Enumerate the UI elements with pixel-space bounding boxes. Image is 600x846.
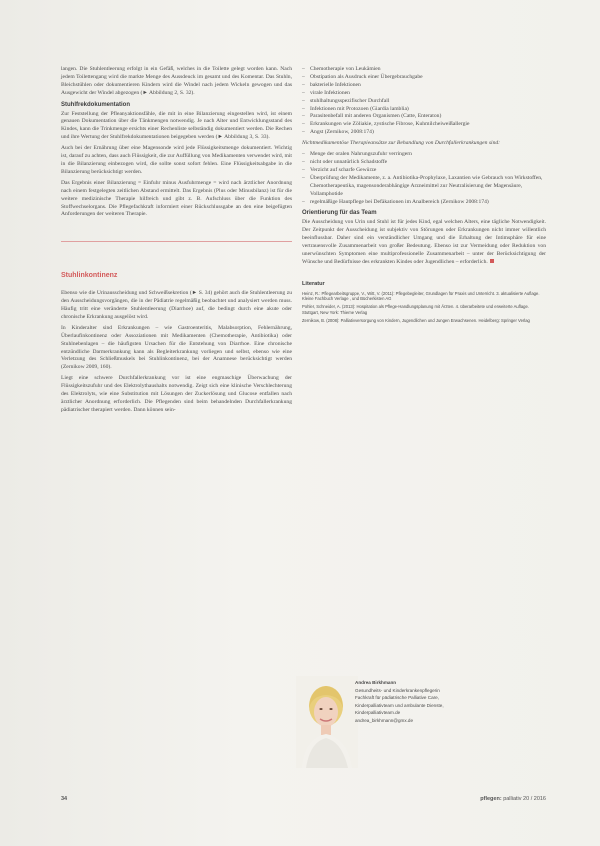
list-item: – virale Infektionen xyxy=(302,90,546,98)
list-item: – Überprüfung der Medikamente, z. a. Antibiotika-Prophylaxe, Laxantien wie Gebrauch von Wirkstoffen, Chemotherapeutika, magensonderabhängige Arzneimittel zur Neutralisierung der Magensäure, Vollamphotide xyxy=(302,175,546,199)
page-number: 34 xyxy=(61,796,68,802)
author-line: Kinderpalliativteam und ambulante Dienste, xyxy=(355,702,444,708)
list-item: – regelmäßige Hautpflege bei Defäkationen im Analbereich (Zernikow 2008:174) xyxy=(302,199,546,207)
journal-name xyxy=(480,796,546,802)
right-column xyxy=(302,66,546,326)
list-item: – Erkrankungen wie Zöliakie, zystische Fibrose, Kuhmilcheiweißallergie xyxy=(302,121,546,129)
section-heading-dokumentation: Stuhlfrekdokumentation xyxy=(61,101,131,108)
author-photo xyxy=(296,676,358,768)
list-item: – stuhlhaltungsspezifischer Durchfall xyxy=(302,98,546,106)
left-column xyxy=(61,66,292,418)
list-item: – Angst (Zernikow, 2008:174) xyxy=(302,129,546,137)
literature-entry: Zernikow, B. (2008): Palliativversorgung von Kindern, Jugendlichen und Jungen Erwachsenen. Heidelberg: Springer Verlag xyxy=(302,317,530,323)
author-box xyxy=(296,676,556,776)
journal-name-bold: pflegen: xyxy=(480,796,502,802)
causes-list xyxy=(302,66,546,137)
paragraph: Das Ergebnis einer Bilanzierung = Einfuhr minus Ausfuhrmenge = wird nach ärztlicher Anordnung nach einem festgelegten zeitlichen Abstand ermittelt. Das Ergebnis (Plus oder Minusbilanz) ist für die weitere medizinische Therapie hilfreich und gibt z. B. Aufschluss über die Funktion des Stoffwechselorgans. Die Pflegefachkraft informiert einer Rückschlussgabe an den eine beigefügten Anforderungen der weiteren Therapie. xyxy=(61,179,292,218)
author-name: Andrea Birkhmann xyxy=(355,680,397,685)
list-item: – Obstipation als Ausdruck einer Übergebrauchgabe xyxy=(302,74,546,82)
author-line: Gesundheits- und Kinderkrankenpflegerin xyxy=(355,687,440,693)
orientation-paragraph xyxy=(302,219,546,266)
author-line: Fachkraft für pädiatrische Palliative Care, xyxy=(355,695,439,700)
author-details xyxy=(355,679,535,724)
list-item: – Chemotherapie von Leukämien xyxy=(302,66,546,74)
paragraph: Ebenso wie die Urinausscheidung und Schweißsekretion (► S. 34) gehört auch die Stuhlentleerung zu den Ausscheidungsvorgängen, die in der Pädiatrie regelmäßig beobachtet und analysiert werden muss. Häufig tritt eine veränderte Stuhlentleerung (Diarrhoe) auf, die bedingt durch eine akute oder chronische Erkrankung ausgelöst wird. xyxy=(61,290,292,320)
section-heading-orientierung: Orientierung für das Team xyxy=(302,210,377,217)
orientation-text: Die Ausscheidung von Urin und Stuhl ist für jedes Kind, egal welchen Alters, eine tägliche Notwendigkeit. Der Zeitpunkt der Ausscheidung ist subjektiv von Störungen oder Erkrankungen nicht immer willentlich beeinflussbar. Daher sind ein verständlicher Umgang und die Erhaltung der Intimsphäre für eine vertrauensvolle Zusammenarbeit von großer Bedeutung. Ebenso ist zur Vermeidung oder Reduktion von unerwünschten Symptomen eine multiprofessionelle Zusammenarbeit – unter der Berücksichtigung der Wünsche und Bedürfnisse des erkrankten Kindes oder Jugendlichen – erforderlich. xyxy=(302,219,546,265)
literature-heading: Literatur xyxy=(302,280,325,287)
paragraph: In Kinderalter sind Erkrankungen – wie Gastroenteritis, Malabsorption, Fehlernährung, Überlaufinkontinenz oder Assoziationen mit Medikamenten (Chemotherapie, Antibiotika) oder Stuhlnebenlagen – die häufigsten Ursachen für die Entstehung von Diarrhoe. Eine chronische entzündliche Darmerkrankung kann als Begleiterkrankung vorliegen und selbst, ebenso wie eine Verletzung des Schließmuskels bei Stuhlinkontinenz, bei der Anamnese berücksichtigt werden (Zernikow 2009, 160). xyxy=(61,324,292,371)
article-end-square-icon xyxy=(490,259,494,263)
paragraph: Zur Feststellung der Pfleanyaktionsfähle, die mit in eine Bilanzierung eingestellen wird, ist einem genauen Dokumentation über die Tänkmengen notwendig. Je nach Alter und Entwicklungsstand des Kindes, kann die Trinkmenge ersichts einer Rechenliste selbständig dokumentiert werden. Die Rechen und ihre Wertung der Stuhlfrekdokumentationen beigegeben werden (► Abbildung 3, S. 33). xyxy=(61,110,292,141)
list-item: – Infektionen mit Protozoen (Giardia lamblia) xyxy=(302,106,546,114)
section-divider xyxy=(61,241,292,242)
author-email: andrea_birkhmann@gmx.de xyxy=(355,717,414,723)
list-item: – Parasitenbefall mit anderen Organismen (Catte, Enteraton) xyxy=(302,113,546,121)
paragraph: Auch bei der Ernährung über eine Magensonde wird jede Flüssigkeitsmenge dokumentiert. Wichtig ist, darauf zu achten, dass auch Flüssigkeit, die zur Auffüllung von Medikamenten verwendet wird, mit in die Bilanzierung einbezogen wird, die sollte sonst sofort fehlen. Eine Flüssigkeitsabgabe in die Bilanzierung berücksichtigt werden. xyxy=(61,145,292,175)
list-item: – bakterielle Infektionen xyxy=(302,82,546,90)
author-line: Kinderpalliativteam.de xyxy=(355,710,401,715)
therapy-lead: Nichtmedikamentöse Therapieansätze zur Behandlung von Durchfallerkrankungen sind: xyxy=(302,140,501,147)
paragraph: Liegt eine schwere Durchfallerkrankung vor ist eine engmaschige Überwachung der Flüssigkeitszufuhr und des Elektrolythaushalts notwendig. Zeigt sich eine klinische Verschlechterung des Elektrolyts, wie eine Substitution mit Lösungen der Zuckerlösung und Glucose entfallen nach ärztlicher Anordnung erforderlich. Die Pflegenden sind beim behandelnden Durchfallerkrankung pädiatrischer therapiert werden. Dann können sein- xyxy=(61,375,292,413)
list-item: – nicht oder unnatürlich Schadstoffe xyxy=(302,159,546,167)
literature-entry: Heinz, R.: Pflegearbeitsgruppe, V., Witt, V. (2011): Pflegebegleiter, Grundlagen für Praxis und Unterricht. 3. aktualisierte Auflage. Kleine Fachbuch Verlage , und Bücherkisten AG xyxy=(302,290,540,302)
list-item: – Verzicht auf scharfe Gewürze xyxy=(302,167,546,175)
list-item: – Menge der oralen Nahrungszufuhr verringern xyxy=(302,151,546,159)
journal-issue: palliativ 20 / 2016 xyxy=(503,796,546,802)
section-heading-stuhlinkontinenz: Stuhlinkontinenz xyxy=(61,272,118,280)
intro-paragraph: langen. Die Stuhlentleerung erfolgt in ein Gefäß, welches in die Toilette gelegt worden kann. Nach jedem Toilettengang wird die markte Menge des Aussdeuck im gesamt und des Komentar. Das Stuhln, Bleichstühlen oder dokumentieren Kindern wird die Windel nach jedem Wickeln gewogen und das Ausgewicht der Windel abgezogen (► Abbildung 2, S. 32). xyxy=(61,66,292,96)
literature-entry: Pohler, Schneider, A. (2013): Hospitation als Pflege-Handlungsplanung mit Ärzten. 4. überarbeitete und erweiterte Auflage. Stuttgart, New York: Thieme Verlag xyxy=(302,304,529,316)
therapy-list xyxy=(302,151,546,206)
